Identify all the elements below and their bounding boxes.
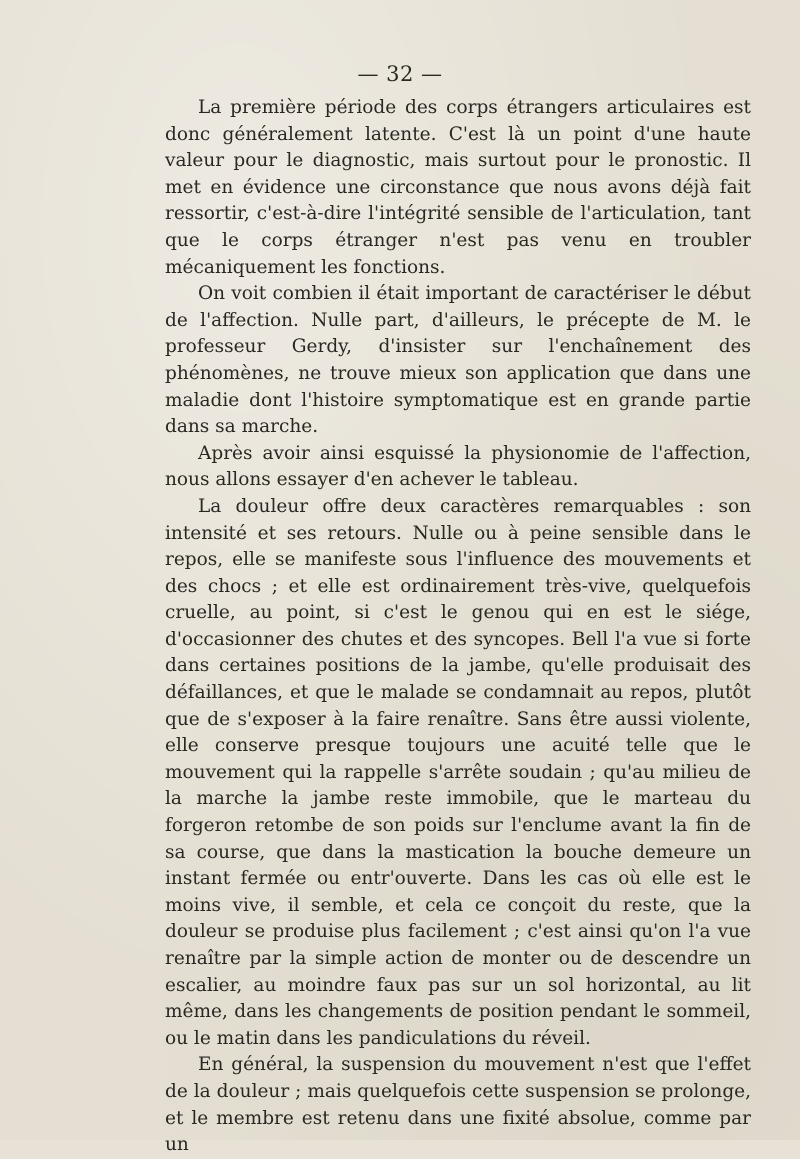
paragraph-pain-characteristics: La douleur offre deux caractères remarquables : son intensité et ses retours. Nulle ou à peine sensible dans le repos, elle se manifeste sous l'influence des mouvements et des chocs ; et elle est ordinairement très-vive, quelquefois cruelle, au point, si c'est le genou qui en est le siége, d'occasionner des chutes et des syncopes. Bell l'a vue si forte dans certaines positions de la jambe, qu'elle produisait des défaillances, et que le malade se condamnait au repos, plutôt que de s'exposer à la faire renaître. Sans être aussi violente, elle conserve presque toujours une acuité telle que le mouvement qui la rappelle s'arrête soudain ; qu'au milieu de la marche la jambe reste immobile, que le marteau du forgeron retombe de son poids sur l'enclume avant la fin de sa course, que dans la mastication la bouche demeure un instant fermée ou entr'ouverte. Dans les cas où elle est le moins vive, il semble, et cela ce conçoit du reste, que la douleur se produise plus facilement ; c'est ainsi qu'on l'a vue renaître par la simple action de monter ou de descendre un escalier, au moindre faux pas sur un sol horizontal, au lit même, dans les changements de position pendant le sommeil, ou le matin dans les pandiculations du réveil. — [165, 495, 751, 1049]
paragraph-beginning-of-affection: On voit combien il était important de caractériser le début de l'affection. Nulle part, d'ailleurs, le précepte de M. le professeur Gerdy, d'insister sur l'enchaînement des phénomènes, ne trouve mieux son application que dans une maladie dont l'histoire symptomatique est en grande partie dans sa marche. — [165, 283, 751, 438]
paragraph-movement-suspension: En général, la suspension du mouvement n'est que l'effet de la douleur ; mais quelquefois cette suspension se prolonge, et le membre est retenu dans une fixité absolue, comme par un — [165, 1054, 751, 1156]
paragraph-latent-period: La première période des corps étrangers articulaires est donc généralement latente. C'est là un point d'une haute valeur pour le diagnostic, mais surtout pour le pronostic. Il met en évidence une circonstance que nous avons déjà fait ressortir, c'est-à-dire l'intégrité sensible de l'articulation, tant que le corps étranger n'est pas venu en troubler mécaniquement les fonctions. — [165, 97, 751, 278]
page-number: — 32 — — [357, 62, 443, 86]
body-text — [165, 95, 751, 1159]
paragraph-physiognomy: Après avoir ainsi esquissé la physionomie de l'affection, nous allons essayer d'en achever le tableau. — [165, 442, 751, 491]
